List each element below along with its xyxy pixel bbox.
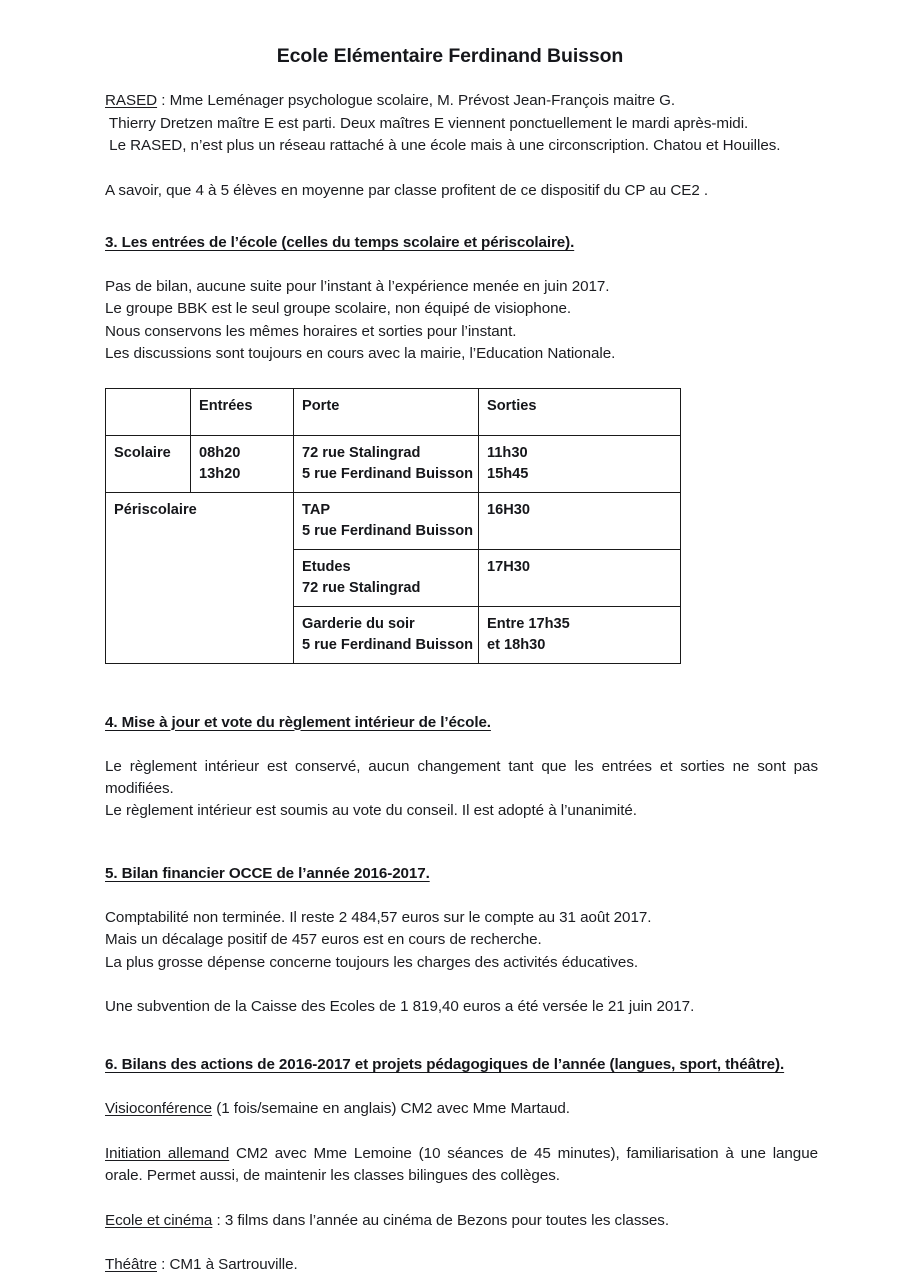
section-3-heading: 3. Les entrées de l’école (celles du temps scolaire et périscolaire). xyxy=(105,234,575,252)
porte-address: 72 rue Stalingrad xyxy=(302,444,421,461)
section-3-paragraph xyxy=(105,276,818,366)
cell-periscolaire-sorties xyxy=(479,549,681,606)
section-3-line: Les discussions sont toujours en cours avec la mairie, l’Education Nationale. xyxy=(105,345,616,363)
cell-periscolaire-sorties xyxy=(479,492,681,549)
spacer xyxy=(105,1121,818,1143)
cell-periscolaire-porte xyxy=(294,549,479,606)
table-row-periscolaire-tap xyxy=(106,492,681,549)
table-header-porte: Porte xyxy=(294,388,479,435)
item-label: Initiation allemand xyxy=(105,1144,230,1162)
spacer xyxy=(105,885,818,907)
schedule-table xyxy=(105,388,681,664)
table-header-sorties: Sorties xyxy=(479,388,681,435)
spacer xyxy=(105,1076,818,1098)
sortie-time: 11h30 xyxy=(487,444,528,461)
cell-scolaire-sorties xyxy=(479,435,681,492)
porte-address: 5 rue Ferdinand Buisson xyxy=(302,522,474,539)
spacer xyxy=(0,1018,900,1054)
porte-activity: Garderie du soir xyxy=(302,615,415,632)
porte-activity: TAP xyxy=(302,501,331,518)
cell-scolaire-label: Scolaire xyxy=(106,435,191,492)
spacer xyxy=(0,664,900,712)
porte-address: 5 rue Ferdinand Buisson xyxy=(302,465,474,482)
sortie-time: et 18h30 xyxy=(487,636,546,653)
rased-line-4: A savoir, que 4 à 5 élèves en moyenne par classe profitent de ce dispositif du CP au CE2 . xyxy=(105,181,709,199)
rased-line-1 xyxy=(105,90,818,112)
item-text: CM2 avec Mme Lemoine (10 séances de 45 minutes), familiarisation à une langue orale. Permet aussi, de maintenir les classes bilingues des collèges. xyxy=(105,1144,818,1185)
spacer xyxy=(105,974,818,996)
spacer xyxy=(105,1232,818,1254)
section-5-line: Comptabilité non terminée. Il reste 2 484,57 euros sur le compte au 31 août 2017. xyxy=(105,908,652,926)
spacer xyxy=(105,1188,818,1210)
cell-periscolaire-porte xyxy=(294,606,479,663)
cell-periscolaire-sorties xyxy=(479,606,681,663)
rased-paragraph xyxy=(105,90,818,157)
porte-activity: Etudes xyxy=(302,558,351,575)
item-label: Visioconférence xyxy=(105,1100,213,1118)
entree-time: 13h20 xyxy=(199,465,241,482)
table-header-entrees: Entrées xyxy=(191,388,294,435)
page-title: Ecole Elémentaire Ferdinand Buisson xyxy=(276,45,624,67)
section-6-item-initiation-allemand xyxy=(105,1143,818,1188)
section-5 xyxy=(0,863,900,1019)
item-label: Théâtre xyxy=(105,1256,157,1274)
section-4-heading: 4. Mise à jour et vote du règlement intérieur de l’école. xyxy=(105,713,491,731)
item-text: (1 fois/semaine en anglais) CM2 avec Mme Martaud. xyxy=(212,1100,570,1118)
spacer xyxy=(105,734,818,756)
section-5-line: La plus grosse dépense concerne toujours les charges des activités éducatives. xyxy=(105,953,639,971)
item-text: : CM1 à Sartrouville. xyxy=(157,1256,298,1274)
spacer xyxy=(0,823,900,863)
section-3-line: Nous conservons les mêmes horaires et sorties pour l’instant. xyxy=(105,322,517,340)
porte-address: 5 rue Ferdinand Buisson xyxy=(302,636,474,653)
table-row-scolaire xyxy=(106,435,681,492)
spacer xyxy=(105,158,818,180)
section-5-line: Mais un décalage positif de 457 euros est en cours de recherche. xyxy=(105,931,542,949)
cell-scolaire-porte xyxy=(294,435,479,492)
porte-address: 72 rue Stalingrad xyxy=(302,579,421,596)
cell-periscolaire-label: Périscolaire xyxy=(106,492,294,663)
section-6-heading: 6. Bilans des actions de 2016-2017 et projets pédagogiques de l’année (langues, sport, théâtre). xyxy=(105,1056,785,1074)
item-text: : 3 films dans l’année au cinéma de Bezons pour toutes les classes. xyxy=(212,1211,670,1229)
rased-line-2: Thierry Dretzen maître E est parti. Deux maîtres E viennent ponctuellement le mardi après-midi. xyxy=(105,114,749,132)
spacer xyxy=(0,202,900,232)
section-4-paragraph-2: Le règlement intérieur est soumis au vote du conseil. Il est adopté à l’unanimité. xyxy=(105,802,637,820)
section-4-paragraph-1: Le règlement intérieur est conservé, aucun changement tant que les entrées et sorties ne sont pas modifiées. xyxy=(105,757,818,798)
section-5-paragraph xyxy=(105,907,818,974)
rased-line-1-rest: : Mme Leménager psychologue scolaire, M. Prévost Jean-François maitre G. xyxy=(157,92,676,110)
section-4 xyxy=(0,712,900,823)
section-3-line: Le groupe BBK est le seul groupe scolaire, non équipé de visiophone. xyxy=(105,300,572,318)
entree-time: 08h20 xyxy=(199,444,241,461)
sortie-time: 15h45 xyxy=(487,465,529,482)
section-3 xyxy=(0,232,900,366)
rased-label: RASED xyxy=(105,92,158,110)
schedule-table-wrap xyxy=(0,388,900,664)
rased-line-3: Le RASED, n’est plus un réseau rattaché à une école mais à une circonscription. Chatou et Houilles. xyxy=(105,137,781,155)
item-label: Ecole et cinéma xyxy=(105,1211,213,1229)
cell-scolaire-entrees xyxy=(191,435,294,492)
sortie-time: 16H30 xyxy=(487,501,531,518)
sortie-time: 17H30 xyxy=(487,558,531,575)
spacer xyxy=(0,366,900,388)
rased-block xyxy=(0,90,900,202)
section-6-item-visioconference xyxy=(105,1098,818,1120)
section-5-heading: 5. Bilan financier OCCE de l’année 2016-2017. xyxy=(105,864,430,882)
section-6 xyxy=(0,1054,900,1276)
cell-periscolaire-porte xyxy=(294,492,479,549)
table-header-row xyxy=(106,388,681,435)
section-5-subvention: Une subvention de la Caisse des Ecoles de 1 819,40 euros a été versée le 21 juin 2017. xyxy=(105,998,695,1016)
spacer xyxy=(105,254,818,276)
table-header-empty xyxy=(106,388,191,435)
sortie-time: Entre 17h35 xyxy=(487,615,570,632)
section-3-line: Pas de bilan, aucune suite pour l’instant à l’expérience menée en juin 2017. xyxy=(105,278,610,296)
section-6-item-ecole-cinema xyxy=(105,1210,818,1232)
spacer xyxy=(0,68,900,90)
section-6-item-theatre xyxy=(105,1254,818,1276)
